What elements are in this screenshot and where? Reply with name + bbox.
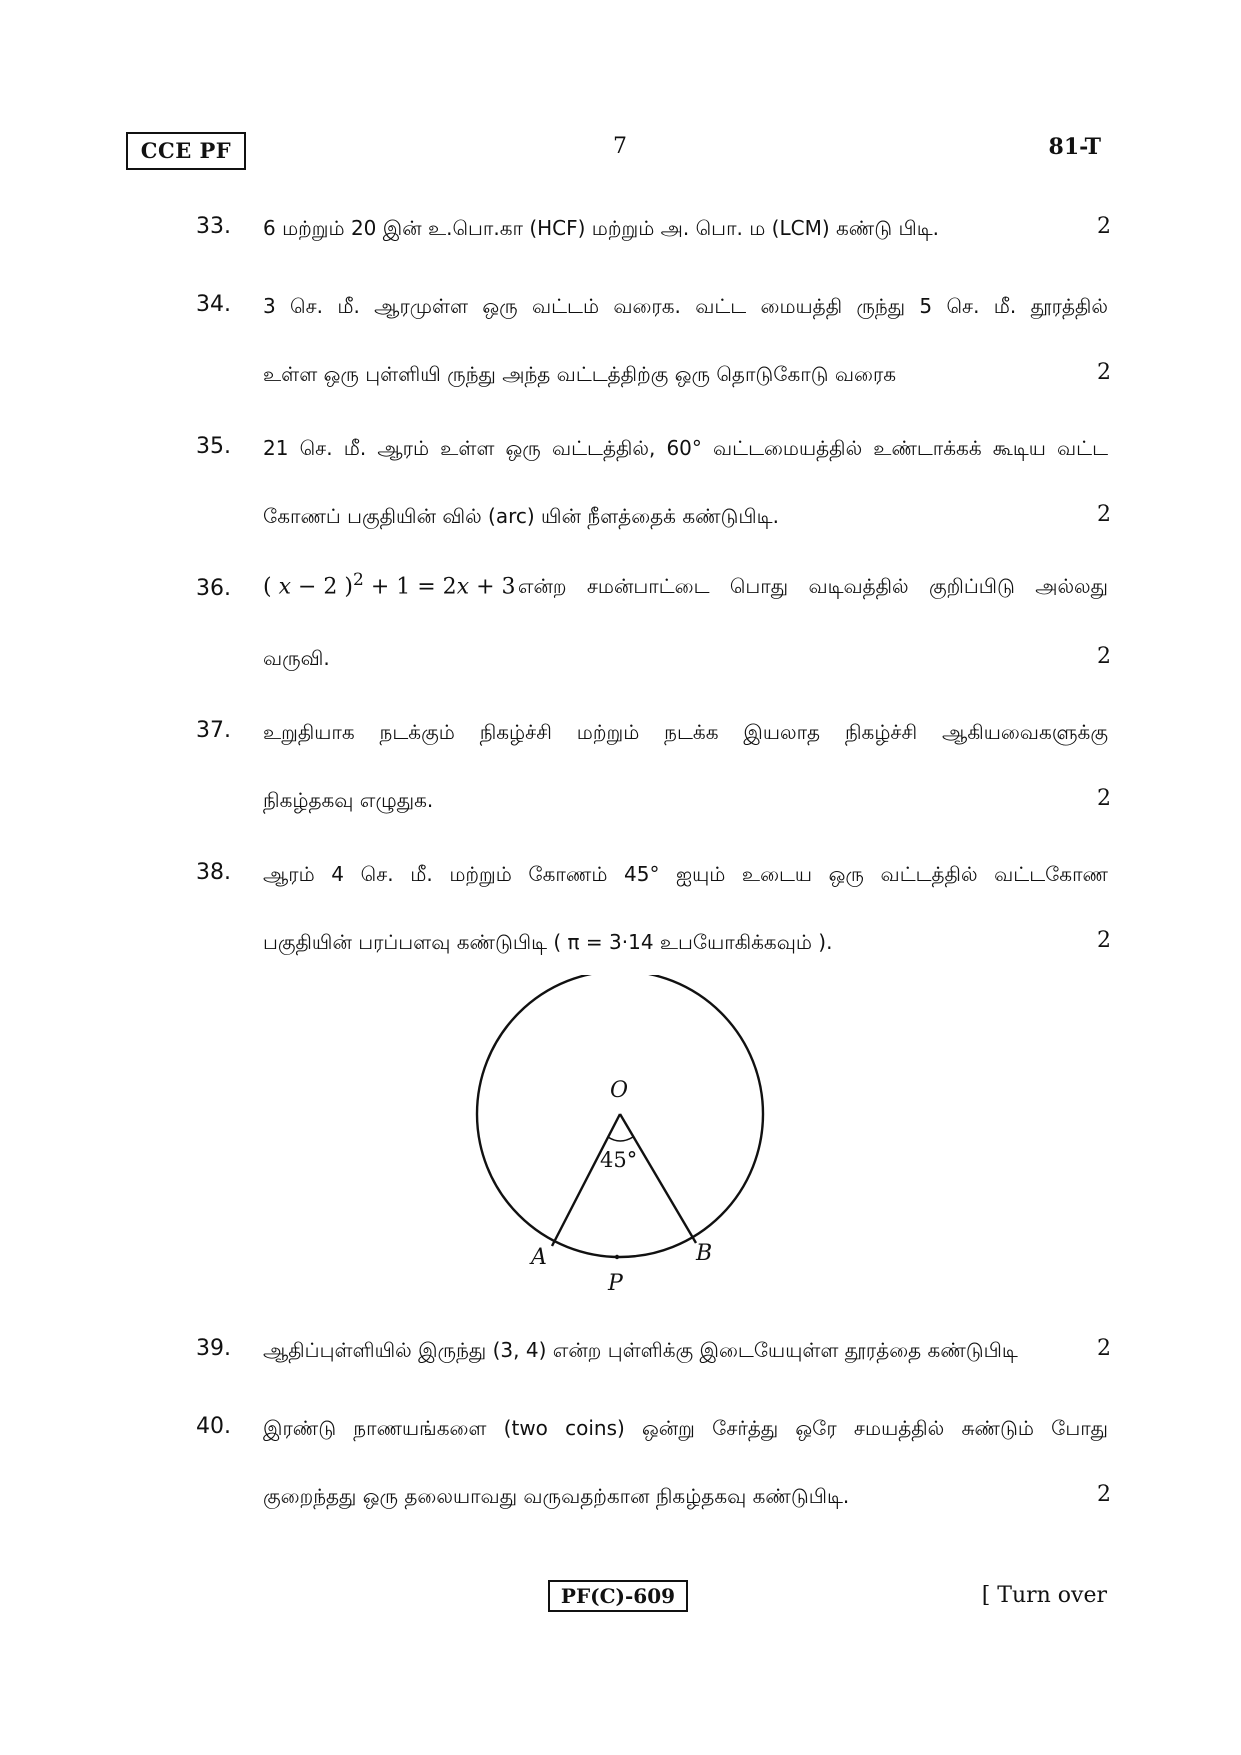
question-number: 33. bbox=[196, 214, 231, 239]
question-text-line: கோணப் பகுதியின் வில் (arc) யின் நீளத்தைக் கண்டுபிடி. bbox=[263, 504, 779, 528]
sector-diagram bbox=[440, 975, 780, 1305]
equation-plus-three: + 3 bbox=[469, 574, 516, 600]
turn-over-note: [ Turn over bbox=[981, 1583, 1107, 1608]
question-number: 39. bbox=[196, 1336, 231, 1361]
page-number: 7 bbox=[613, 134, 627, 159]
question-text-line: 6 மற்றும் 20 இன் உ.பொ.கா (HCF) மற்றும் அ. பொ. ம (LCM) கண்டு பிடி. bbox=[263, 216, 939, 240]
question-text-line: உறுதியாக நடக்கும் நிகழ்ச்சி மற்றும் நடக்க இயலாத நிகழ்ச்சி ஆகியவைகளுக்கு bbox=[263, 720, 1108, 744]
question-number: 40. bbox=[196, 1414, 231, 1439]
question-text-line: வருவி. bbox=[263, 646, 330, 670]
radius-oa bbox=[552, 1114, 620, 1246]
label-p: P bbox=[608, 1271, 623, 1296]
question-number: 38. bbox=[196, 860, 231, 885]
label-angle: 45° bbox=[600, 1148, 638, 1172]
equation-exponent: 2 bbox=[353, 570, 364, 590]
question-marks: 2 bbox=[1097, 786, 1111, 811]
question-number: 37. bbox=[196, 718, 231, 743]
equation-minus-two: − 2 ) bbox=[291, 574, 354, 600]
question-number: 34. bbox=[196, 292, 231, 317]
question-text-line: பகுதியின் பரப்பளவு கண்டுபிடி ( π = 3·14 உபயோகிக்கவும் ). bbox=[263, 930, 833, 954]
question-text-line: குறைந்தது ஒரு தலையாவது வருவதற்கான நிகழ்தகவு கண்டுபிடி. bbox=[263, 1484, 850, 1508]
question-number: 36. bbox=[196, 576, 231, 601]
angle-arc bbox=[608, 1137, 633, 1141]
question-text-line: இரண்டு நாணயங்களை (two coins) ஒன்று சேர்த்து ஒரே சமயத்தில் சுண்டும் போது bbox=[263, 1416, 1108, 1440]
question-marks: 2 bbox=[1097, 644, 1111, 669]
question-text-line: உள்ள ஒரு புள்ளியி ருந்து அந்த வட்டத்திற்கு ஒரு தொடுகோடு வரைக bbox=[263, 362, 897, 386]
equation bbox=[263, 570, 516, 599]
question-text-line: 21 செ. மீ. ஆரம் உள்ள ஒரு வட்டத்தில், 60° வட்டமையத்தில் உண்டாக்கக் கூடிய வட்ட bbox=[263, 436, 1108, 460]
question-marks: 2 bbox=[1097, 1336, 1111, 1361]
question-number: 35. bbox=[196, 434, 231, 459]
header-paper-code: CCE PF bbox=[126, 132, 246, 170]
question-marks: 2 bbox=[1097, 1482, 1111, 1507]
point-p-dot bbox=[615, 1255, 619, 1259]
question-text-line: 3 செ. மீ. ஆரமுள்ள ஒரு வட்டம் வரைக. வட்ட மையத்தி ருந்து 5 செ. மீ. தூரத்தில் bbox=[263, 294, 1108, 318]
question-text-line: ஆரம் 4 செ. மீ. மற்றும் கோணம் 45° ஐயும் உடைய ஒரு வட்டத்தில் வட்டகோண bbox=[263, 862, 1108, 886]
radius-ob bbox=[620, 1114, 696, 1243]
question-text-line: ஆதிப்புள்ளியில் இருந்து (3, 4) என்ற புள்ளிக்கு இடையேயுள்ள தூரத்தை கண்டுபிடி bbox=[263, 1338, 1018, 1362]
question-text-line bbox=[263, 570, 1108, 601]
footer-paper-code: PF(C)-609 bbox=[548, 1580, 688, 1612]
question-marks: 2 bbox=[1097, 214, 1111, 239]
equation-plus-one: + 1 = 2 bbox=[363, 574, 457, 600]
label-o: O bbox=[610, 1078, 629, 1103]
equation-variable-x: x bbox=[456, 574, 470, 600]
label-a: A bbox=[531, 1245, 547, 1270]
question-marks: 2 bbox=[1097, 502, 1111, 527]
label-b: B bbox=[696, 1241, 713, 1266]
circle-sector-svg bbox=[440, 975, 780, 1305]
question-text-line: நிகழ்தகவு எழுதுக. bbox=[263, 788, 434, 812]
equation-open-paren: ( bbox=[263, 574, 272, 600]
question-text-tail: என்ற சமன்பாட்டை பொது வடிவத்தில் குறிப்பிடு அல்லது bbox=[517, 574, 1108, 599]
question-marks: 2 bbox=[1097, 360, 1111, 385]
header-subject-code: 81-T bbox=[1048, 134, 1101, 160]
question-marks: 2 bbox=[1097, 928, 1111, 953]
equation-variable-x: x bbox=[278, 574, 292, 600]
